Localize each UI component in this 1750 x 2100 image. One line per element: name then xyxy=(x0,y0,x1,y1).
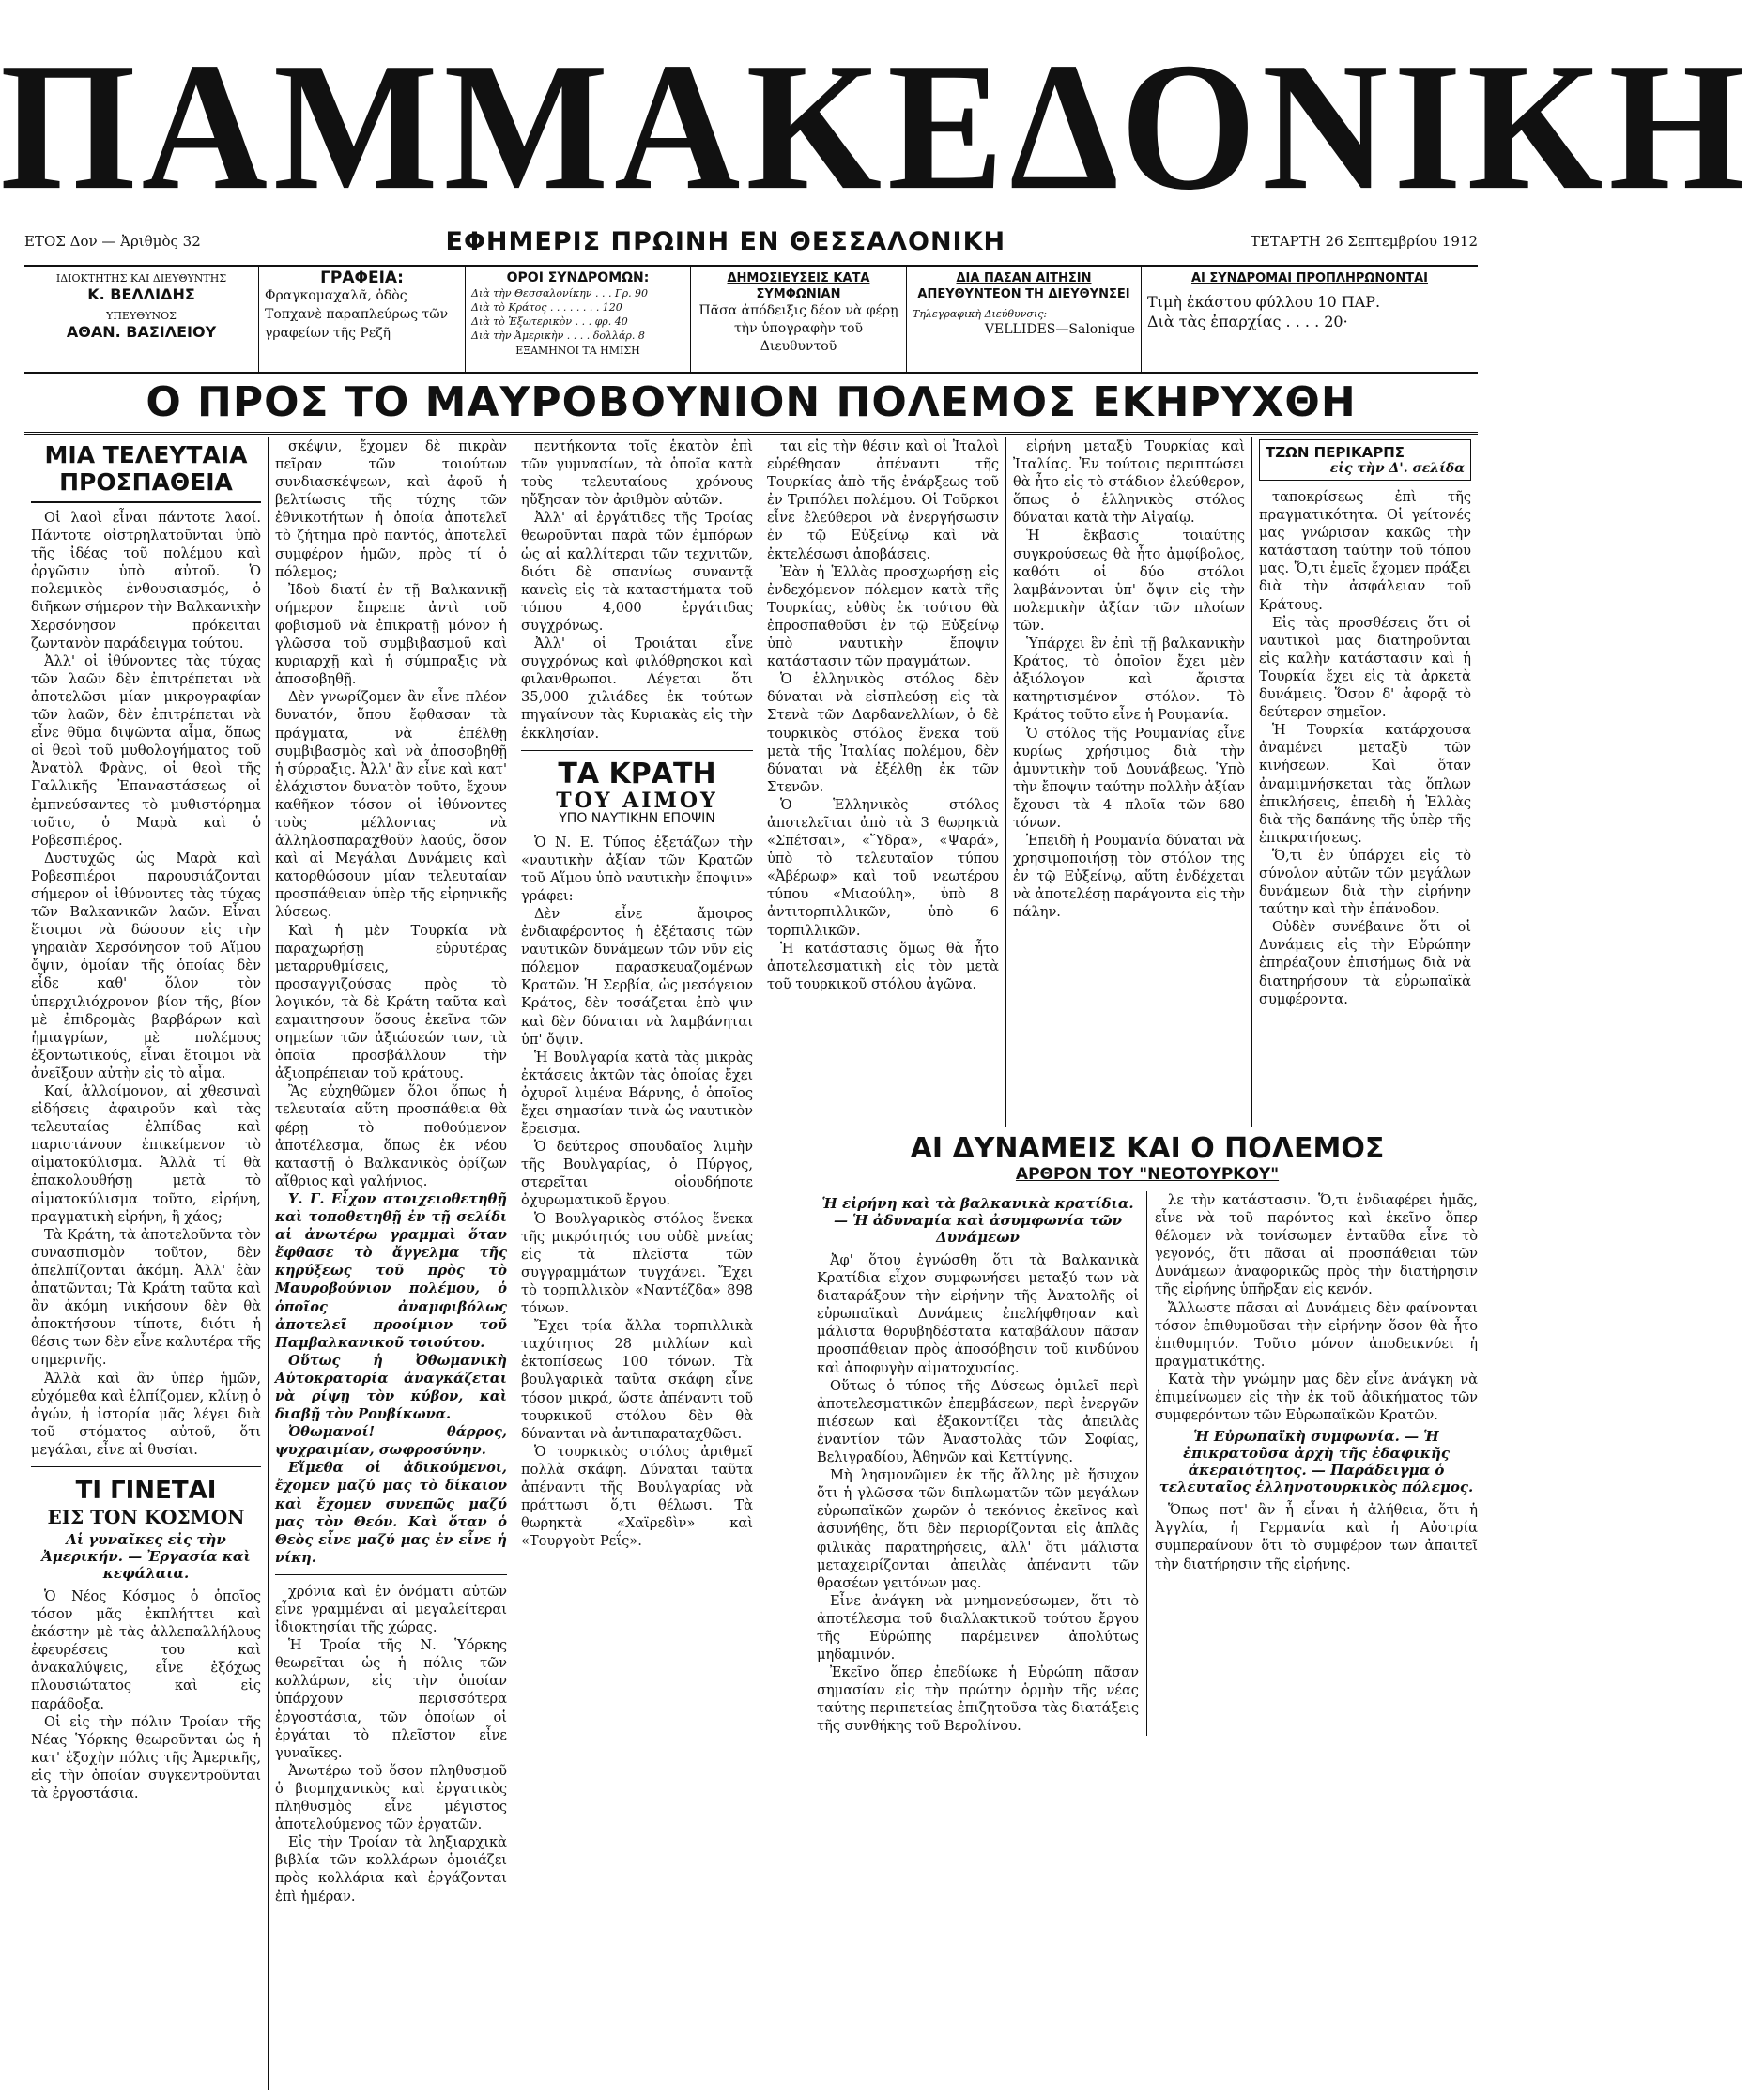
subscription-row: Διὰ τὸ Κράτος . . . . . . . . 120 xyxy=(471,301,622,314)
owner-box xyxy=(24,267,259,372)
article-paragraph: Ἀλλ' οἱ ἰθύνοντες τὰς τύχας τῶν λαῶν δὲν ἐπιτρέπεται νὰ ἀποτελῶσι μίαν μικρογραφίαν τῶν λαῶν, δὲν ἐπιτρέπεται νὰ εἶνε θῦμα διψῶντα αἷμα, ὅπως οἱ θεοὶ τοῦ μυθολογήματος τοῦ Ἀνατὸλ Φρὰνς, οἱ θεοὶ τῆς Γαλλικῆς Ἐπαναστάσεως οἱ ἐμπνεύσαντες τὸ μυθιστόρημα τοῦτο, ὁ Μαρὰ καὶ ὁ Ροβεσπιέρος. xyxy=(31,652,261,849)
price-provinces: Διὰ τὰς ἐπαρχίας . . . . 20· xyxy=(1147,313,1348,330)
article-paragraph: Ἐκεῖνο ὅπερ ἐπεδίωκε ἡ Εὐρώπη πᾶσαν σημασίαν εἰς τὴν πρώτην ὁρμὴν τῆς νέας ταύτης περιπετείας ἐπιζητοῦσα τὰς διατάξεις τῆς συνθήκης τοῦ Βερολίνου. xyxy=(817,1664,1139,1735)
telegraph-label: Τηλεγραφικὴ Διεύθυνσις: xyxy=(913,308,1048,320)
section-divider xyxy=(275,1574,507,1575)
article-paragraph: Ὅπως ποτ' ἂν ἦ εἶναι ἡ ἀλήθεια, ὅτι ἡ Ἀγγλία, ἡ Γερμανία καὶ ἡ Αὐστρία συμπεραίνουν ὅτι τὸ συμφέρον των ἀπαιτεῖ τὴν διατήρησιν τῆς εἰρήνης. xyxy=(1155,1502,1478,1572)
article-paragraph: Ἐὰν ἡ Ἑλλὰς προσχωρήσῃ εἰς ἐνδεχόμενον πόλεμον κατὰ τῆς Τουρκίας, εὐθὺς ἐκ τούτου θὰ ἐπροσπαθοῦσι ἐν τῷ Εὐξείνῳ ὑπὸ ναυτικὴν ἔποψιν κατάστασιν τῶν πραγμάτων. xyxy=(767,563,999,670)
article-paragraph: Ἔχει τρία ἄλλα τορπιλλικὰ ταχύτητος 28 μιλλίων καὶ ἐκτοπίσεως 100 τόνων. Τὰ βουλγαρικὰ ταῦτα σκάφη εἶνε τόσον μικρά, ὥστε ἀπέναντι τοῦ τουρκικοῦ στόλου δὲν θὰ δύνανται νὰ ἀντιπαραταχθῶσι. xyxy=(521,1318,753,1442)
article-paragraph: Ἀφ' ὅτου ἐγνώσθη ὅτι τὰ Βαλκανικὰ Κρατίδια εἶχον συμφωνήσει μεταξύ των νὰ διαταράξουν τὴν εἰρήνην τῆς Ἀνατολῆς οἱ εὐρωπαϊκαὶ Δυνάμεις ἐπελήφθησαν καὶ μάλιστα θορυβηδέστατα καταβάλουν πᾶσαν προσπάθειαν πρὸς ἀποσόβησιν τοῦ κινδύνου καὶ ἀποφυγὴν αἱματοχυσίας. xyxy=(817,1252,1139,1376)
requests-box xyxy=(907,267,1142,372)
issue-date: ΤΕΤΑΡΤΗ 26 Σεπτεμβρίου 1912 xyxy=(1250,233,1478,250)
owner-label: ΙΔΙΟΚΤΗΤΗΣ ΚΑΙ ΔΙΕΥΘΥΝΤΗΣ xyxy=(55,272,227,284)
powers-col-left xyxy=(817,1191,1147,1736)
article-paragraph: εἰρήνη μεταξὺ Τουρκίας καὶ Ἰταλίας. Ἐν τούτοις περιπτώσει θὰ ἦτο εἰς τὸ στάδιον ἐλεύθερον, ὅπως ὁ ἑλληνικὸς στόλος δύναται κατὰ τὴν Αἰγαίῳ. xyxy=(1013,438,1245,527)
article-paragraph: Μὴ λησμονῶμεν ἐκ τῆς ἄλλης μὲ ἥσυχον ὅτι ἡ γλῶσσα τῶν διπλωματῶν τῶν μεγάλων εὐρωπαϊκῶν χωρῶν ὁ τεκόνιος ἐκεῖνος καὶ ἀσυνήθης, ὅτι δὲν περιορίζονται εἰς ἁπλᾶς φιλικὰς παρατηρήσεις, ἀλλ' ὅτι μάλιστα μεταχειρίζονται ἀπειλὰς ἀπέναντι τῶν θρασέων γειτόνων μας. xyxy=(817,1467,1139,1591)
powers-col-right xyxy=(1147,1191,1478,1736)
article-paragraph: Ἀλλ' αἱ ἐργάτιδες τῆς Τροίας θεωροῦνται παρὰ τῶν ἐμπόρων ὡς αἱ καλλίτεραι τῶν τεχνιτῶν, διότι δὲ σπανίως συναντᾷ κανεὶς εἰς τὰ καταστήματα τοῦ τόπου 4,000 ἐργάτιδας συγχρόνως. xyxy=(521,510,753,634)
section-title: ΤΙ ΓΙΝΕΤΑΙ xyxy=(75,1476,217,1505)
section-subtitle: ΕΙΣ ΤΟΝ ΚΟΣΜΟΝ xyxy=(47,1505,245,1528)
price-city: Τιμὴ ἑκάστου φύλλου 10 ΠΑΡ. xyxy=(1147,293,1381,311)
requests-heading: ΔΙΑ ΠΑΣΑΝ ΑΙΤΗΣΙΝ ΑΠΕΥΘΥΝΤΕΟΝ ΤΗ ΔΙΕΥΘΥΝΣΕΙ xyxy=(917,271,1130,301)
article-paragraph: Κατὰ τὴν γνώμην μας δὲν εἶνε ἀνάγκη νὰ ἐπιμείνωμεν εἰς τὴν ἐκ τοῦ ἀδικήματος τῶν συμφερόντων τῶν Εὐρωπαϊκῶν Κρατῶν. xyxy=(1155,1371,1478,1424)
owner-name: Κ. ΒΕΛΛΙΔΗΣ xyxy=(87,285,195,303)
offices-address: Φραγκομαχαλᾶ, ὁδὸς Τοπχανὲ παραπλεύρως τῶν γραφείων τῆς Ρεζῆ xyxy=(265,288,449,341)
article-paragraph: χρόνια καὶ ἐν ὀνόματι αὐτῶν εἶνε γραμμέναι αἱ μεγαλείτεραι ἰδιοκτησίαι τῆς χώρας. xyxy=(275,1583,507,1636)
article-paragraph: Ἡ Τουρκία κατάρχουσα ἀναμένει μεταξὺ τῶν κινήσεων. Καὶ ὅταν ἀναμιμνήσκεται τὰς ὅπλων ἐπικλήσεις, ἐπειδὴ ἡ Ἑλλὰς διὰ τῆς δαπάνης τῆς ὑπὲρ τῆς ἐπικρατήσεως. xyxy=(1259,722,1471,846)
advertising-heading: ΔΗΜΟΣΙΕΥΣΕΙΣ ΚΑΤΑ ΣΥΜΦΩΝΙΑΝ xyxy=(727,271,870,301)
telegraph-address: VELLIDES—Salonique xyxy=(984,322,1135,337)
section-divider xyxy=(31,1466,261,1467)
article-paragraph: Ὑπάρχει ἓν ἐπὶ τῇ βαλκανικὴν Κράτος, τὸ ὁποῖον ἔχει μὲν ἀξιόλογον καὶ ἄριστα κατηρτισμένον στόλον. Τὸ Κράτος τοῦτο εἶνε ἡ Ρουμανία. xyxy=(1013,636,1245,724)
article-paragraph: Καὶ ἡ μὲν Τουρκία νὰ παραχωρήσῃ εὐρυτέρας μεταρρυθμίσεις, προσαγγιζούσας πρὸς τὸ λογικόν, τὰ δὲ Κράτη ταῦτα καὶ εαμαιτησουν ὅσους ἐκεῖνα τῶν σημείων τῶν ἀξιώσεών των, τὰ ὁποῖα προσβάλλουν τὴν ἀξιοπρέπειαν τοῦ κράτους. xyxy=(275,922,507,1082)
article-paragraph: Ἡ Βουλγαρία κατὰ τὰς μικρὰς ἐκτάσεις ἀκτῶν τὰς ὁποίας ἔχει ὀχυροῖ λιμένα Βάρνης, ὁ ὁποῖος ἔχει σημασίαν τινὰ ὡς ναυτικὸν ἔρεισμα. xyxy=(521,1049,753,1138)
article-paragraph: Δυστυχῶς ὡς Μαρὰ καὶ Ροβεσπιέροι παρουσιάζονται σήμερον οἱ ἰθύνοντες τὰς τύχας τῶν Βαλκανικῶν λαῶν. Εἶναι ἕτοιμοι νὰ δώσουν εἰς τὴν γηραιὰν Χερσόνησον τοῦ Αἵμου ὄψιν, ὁμοίαν τῆς ὁποίας δὲν εἶδε καθ' ὅλον τὸν ὑπερχιλιόχρονον βίον τῆς, βίον μὲ ἐπιδρομὰς βαρβάρων καὶ ἡμιαγρίων, μὲ πολέμους ἐξοντωτικούς, εἶναι ἕτοιμοι νὰ ἀνεῖξουν αὐτὴν εἰς τὸ αἷμα. xyxy=(31,850,261,1081)
section-subtitle: ΤΟΥ ΑΙΜΟΥ xyxy=(556,788,718,813)
serial-page-ref: εἰς τὴν Δ'. σελίδα xyxy=(1329,461,1465,476)
article-paragraph: Τὰ Κράτη, τὰ ἀποτελοῦντα τὸν συνασπισμὸν τοῦτον, δὲν ἀπελπίζονται ἀκόμη. Ἀλλ' ἐὰν ἀπατῶνται; Τὰ Κράτη ταῦτα καὶ ἂν ἀκόμη νικήσουν δὲν θὰ ἀποκτήσουν τίποτε, διότι ἡ θέσις των δὲν εἶνε καλυτέρα τῆς σημερινῆς. xyxy=(31,1226,261,1369)
responsible-label: ΥΠΕΥΘΥΝΟΣ xyxy=(106,310,177,322)
article-paragraph: Εἶνε ἀνάγκη νὰ μνημονεύσωμεν, ὅτι τὸ ἀποτέλεσμα τοῦ διαλλακτικοῦ τούτου ἔργου τῆς Εὐρώπης παρέμεινεν ἀπολύτως μηδαμινόν. xyxy=(817,1592,1139,1663)
subscription-row: Διὰ τὴν Θεσσαλονίκην . . . Γρ. 90 xyxy=(471,287,649,299)
section-divider xyxy=(521,750,753,751)
article-paragraph: Ὁ δεύτερος σπουδαῖος λιμὴν τῆς Βουλγαρίας, ὁ Πύργος, στερεῖται οἱουδήποτε ὀχυρωματικοῦ ἔργου. xyxy=(521,1139,753,1209)
postscript: Υ. Γ. Εἶχον στοιχειοθετηθῇ καὶ τοποθετηθῇ ἐν τῇ σελίδι αἱ ἀνωτέρω γραμμαὶ ὅταν ἔφθασε τὸ ἄγγελμα τῆς κηρύξεως τοῦ πρὸς τὸ Μαυροβούνιον πολέμου, ὁ ὁποῖος ἀναμφιβόλως ἀποτελεῖ προοίμιον τοῦ Παμβαλκανικοῦ τοιούτου. xyxy=(275,1190,507,1351)
responsible-name: ΑΘΑΝ. ΒΑΣΙΛΕΙΟΥ xyxy=(66,323,217,341)
prices-box xyxy=(1142,267,1478,372)
article-paragraph: Ὁ ἑλληνικὸς στόλος δὲν δύναται νὰ εἰσπλεύσῃ εἰς τὰ Στενὰ τῶν Δαρδανελλίων, ὁ δὲ τουρκικὸς στόλος ἕνεκα τοῦ μετὰ τῆς Ἰταλίας πολέμου, δὲν δύναται νὰ ἐξέλθῃ ἐκ τῶν Στενῶν. xyxy=(767,671,999,795)
article-paragraph: Οἱ λαοὶ εἶναι πάντοτε λαοί. Πάντοτε οἰστρηλατοῦνται ὑπὸ τῆς ἰδέας τοῦ πολέμου καὶ ὀργῶσιν ὑπὸ αὐτοῦ. Ὁ πολεμικὸς ἐνθουσιασμός, ὁ διῆκων σήμερον τὴν Βαλκανικὴν Χερσόνησον πρόκειται ζωντανὸν παράδειγμα τούτου. xyxy=(31,510,261,651)
postscript: Οὕτως ἡ Ὀθωμανικὴ Αὐτοκρατορία ἀναγκάζεται νὰ ρίψῃ τὸν κύβον, καὶ διαβῇ τὸν Ρουβίκωνα. xyxy=(275,1352,507,1423)
article-paragraph: Ἐπειδὴ ἡ Ρουμανία δύναται νὰ χρησιμοποιήσῃ τὸν στόλον της ἐν τῷ Εὐξείνῳ, αὕτη ἐνδέχεται νὰ ἀποτελέσῃ παράγοντα εἰς τὴν πάλην. xyxy=(1013,833,1245,921)
advertising-text: Πᾶσα ἀπόδειξις δέον νὰ φέρῃ τὴν ὑπογραφὴν τοῦ Διευθυντοῦ xyxy=(698,303,898,354)
article-paragraph: Ὁ τουρκικὸς στόλος ἀριθμεῖ πολλὰ σκάφη. Δύναται ταῦτα ἀπέναντι τῆς Βουλγαρίας νὰ πράττωσι ὅ,τι θέλωσι. Τὰ θωρηκτὰ «Χαϊρεδὶν» καὶ «Τουργοὺτ Ρεΐς». xyxy=(521,1443,753,1550)
article-paragraph: Εἰς τὴν Τροίαν τὰ ληξιαρχικὰ βιβλία τῶν κολλάρων ὁμοιάζει πρὸς κολλάρια καὶ ἐργάζονται ἐπὶ ἡμέραν. xyxy=(275,1834,507,1905)
article-paragraph: Ἀλλ' οἱ Τροιάται εἶνε συγχρόνως καὶ φιλόθρησκοι καὶ φιλανθρωποι. Λέγεται ὅτι 35,000 χιλιάδες ἐκ τούτων πηγαίνουν τὰς Κυριακὰς εἰς τὴν ἐκκλησίαν. xyxy=(521,636,753,742)
article-paragraph: Ὁ Βουλγαρικὸς στόλος ἕνεκα τῆς μικρότητός του οὐδὲ μνείας εἰς τὰ πλεῖστα τῶν συγγραμμάτων τυγχάνει. Ἔχει τὸ τορπιλλικὸν «Ναντέζδα» 898 τόνων. xyxy=(521,1210,753,1317)
article-paragraph: Ἀλλὰ καὶ ἂν ὑπὲρ ἡμῶν, εὐχόμεθα καὶ ἐλπίζομεν, κλίνῃ ὁ ἀγών, ἡ ἱστορία μᾶς λέγει διὰ τοῦ στόματος αὐτοῦ, ὅτι μεγάλαι, εἶνε αἱ θυσίαι. xyxy=(31,1370,261,1458)
article-paragraph: Οἱ εἰς τὴν πόλιν Τροίαν τῆς Νέας Ὑόρκης θεωροῦνται ὡς ἡ κατ' ἐξοχὴν πόλις τῆς Ἀμερικῆς, εἰς τὴν ὁποίαν συγκεντροῦνται τὰ ἐργοστάσια. xyxy=(31,1713,261,1801)
postscript: Εἴμεθα οἱ ἀδικούμενοι, ἔχομεν μαζύ μας τὸ δίκαιον καὶ ἔχομεν συνεπῶς μαζύ μας τὸν Θεόν. Καὶ ὅταν ὁ Θεὸς εἶνε μαζύ μας ἐν εἶνε ἡ νίκη. xyxy=(275,1460,507,1566)
powers-article-body xyxy=(817,1191,1478,1736)
issue-bar xyxy=(24,225,1478,257)
masthead-title: ΠΑΜΜΑΚΕΔΟΝΙΚΗ xyxy=(0,24,1750,229)
article-paragraph: Ἀνωτέρω τοῦ ὅσον πληθυσμοῦ ὁ βιομηχανικὸς καὶ ἐργατικὸς πληθυσμὸς εἶνε μέγιστος ἀποτελούμενος τῶν ἐργατῶν. xyxy=(275,1762,507,1833)
article-title: ΜΙΑ ΤΕΛΕΥΤΑΙΑ ΠΡΟΣΠΑΘΕΙΑ xyxy=(31,437,261,503)
article-paragraph: Οὐδὲν συνέβαινε ὅτι οἱ Δυνάμεις εἰς τὴν Εὐρώπην ἐπηρέαζουν ἐπισήμως διὰ νὰ διατηρήσουν τὰ εὐρωπαϊκὰ συμφέροντα. xyxy=(1259,919,1471,1007)
article-paragraph: Ἡ Τροία τῆς Ν. Ὑόρκης θεωρεῖται ὡς ἡ πόλις τῶν κολλάρων, εἰς τὴν ὁποίαν ὑπάρχουν περισσότερα ἐργοστάσια, τῶν ὁποίων οἱ ἐργάται τὸ πλεῖστον εἶνε γυναῖκες. xyxy=(275,1637,507,1761)
article-paragraph: Ἄλλωστε πᾶσαι αἱ Δυνάμεις δὲν φαίνονται τόσον ἐπιθυμοῦσαι τὴν εἰρήνην ὅσον θὰ ἦτο ἐπιθυμητόν. Τοῦτο μόνον ἀποδεικνύει ἡ πραγματικότης. xyxy=(1155,1299,1478,1370)
serial-box xyxy=(1259,439,1471,481)
paper-subtitle: ΕΦΗΜΕΡΙΣ ΠΡΩΙΝΗ ΕΝ ΘΕΣΣΑΛΟΝΙΚΗ xyxy=(445,226,1006,256)
article-subtitle: ΑΡΘΡΟΝ ΤΟΥ "ΝΕΟΤΟΥΡΚΟΥ" xyxy=(1015,1165,1280,1184)
info-boxes xyxy=(24,265,1478,374)
subscriptions-heading: ΟΡΟΙ ΣΥΝΔΡΟΜΩΝ: xyxy=(506,270,650,285)
article-lead: Ἡ εἰρήνη καὶ τὰ βαλκανικὰ κρατίδια. — Ἡ ἀδυναμία καὶ ἀσυμφωνία τῶν Δυνάμεων xyxy=(821,1195,1134,1246)
article-subhead: Ἡ Εὐρωπαϊκὴ συμφωνία. — Ἡ ἐπικρατοῦσα ἀρχὴ τῆς ἐδαφικῆς ἀκεραιότητος. — Παράδειγμα ὁ τελευταῖος ἑλληνοτουρκικὸς πόλεμος. xyxy=(1159,1428,1474,1496)
column-2 xyxy=(269,437,514,2090)
article-paragraph: Οὕτως ὁ τύπος τῆς Δύσεως ὁμιλεῖ περὶ ἀποτελεσματικῶν ἐπεμβάσεων, περὶ ἐνεργῶν πιέσεων καὶ ἐξακοντίζει τὰς ἀπειλὰς ἐναντίον τῶν Ἀναστολὰς τῶν Σοφίας, Βελιγραδίου, Ἀθηνῶν καὶ Κεττίγνης. xyxy=(817,1377,1139,1466)
prices-heading: ΑΙ ΣΥΝΔΡΟΜΑΙ ΠΡΟΠΛΗΡΩΝΟΝΤΑΙ xyxy=(1190,271,1429,285)
offices-heading: ΓΡΑΦΕΙΑ: xyxy=(320,268,404,287)
article-paragraph: λε τὴν κατάστασιν. Ὅ,τι ἐνδιαφέρει ἡμᾶς, εἶνε νὰ τοῦ παρόντος καὶ ἐκεῖνο ὅπερ θέλομεν νὰ τονίσωμεν ἐνταῦθα εἶνε τὸ γεγονός, ὅτι πᾶσαι αἱ προσπάθειαι τῶν Δυνάμεων ἀναφορικῶς πρὸς τὴν διατήρησιν τῆς εἰρήνης ὑπῆρξαν εἰς κενόν. xyxy=(1155,1192,1478,1298)
article-paragraph: Εἰς τὰς προσθέσεις ὅτι οἱ ναυτικοὶ μας διατηροῦνται εἰς καλὴν κατάστασιν καὶ ἡ Τουρκία ἔχει εἰς τὰ ἀρκετὰ δυνάμεις. Ὅσον δ' ἀφορᾷ τὸ δεύτερον σημεῖον. xyxy=(1259,614,1471,721)
subscriptions-footnote: ΕΞΑΜΗΝΟΙ ΤΑ ΗΜΙΣΗ xyxy=(515,345,640,357)
section-title: ΤΑ ΚΡΑΤΗ xyxy=(558,757,716,790)
subscription-row: Διὰ τὸ Ἐξωτερικὸν . . . φρ. 40 xyxy=(471,315,628,328)
offices-box xyxy=(259,267,466,372)
column-1 xyxy=(24,437,269,2090)
powers-article xyxy=(817,1127,1478,2091)
main-headline: Ο ΠΡΟΣ ΤΟ ΜΑΥΡΟΒΟΥΝΙΟΝ ΠΟΛΕΜΟΣ ΕΚΗΡΥΧΘΗ xyxy=(24,374,1478,435)
article-paragraph: Ὁ στόλος τῆς Ρουμανίας εἶνε κυρίως χρήσιμος διὰ τὴν ἀμυντικὴν τοῦ Δουνάβεως. Ὑπὸ τὴν ἔποψιν ταύτην πολλὴν ἀξίαν ἔχουσι τὰ 4 πλοῖα τῶν 680 τόνων. xyxy=(1013,725,1245,831)
section-kicker: ΥΠΟ ΝΑΥΤΙΚΗΝ ΕΠΟΨΙΝ xyxy=(559,810,715,826)
article-paragraph: Ὁ Ἑλληνικὸς στόλος ἀποτελεῖται ἀπὸ τὰ 3 θωρηκτὰ «Σπέτσαι», «Ὕδρα», «Ψαρά», ὑπὸ τὸ τελευταῖον τύπου «Ἀβέρωφ» καὶ τοῦ νεωτέρου τύπου «Μιαούλη», ὑπὸ 8 ἀντιτορπιλλικῶν, ὑπὸ 6 τορπιλλικῶν. xyxy=(767,796,999,939)
article-paragraph: Δὲν γνωρίζομεν ἂν εἶνε πλέον δυνατόν, ὅπου ἔφθασαν τὰ πράγματα, νὰ ἐπέλθῃ συμβιβασμὸς καὶ νὰ ἀποσοβηθῇ ἡ σύρραξις. Ἀλλ' ἂν εἶνε καὶ κατ' ἐλάχιστον δυνατὸν τοῦτο, ἔχουν καθῆκον τόσον οἱ ἰθύνοντες τοὺς μέλλοντας νὰ ἀλληλοσπαραχθοῦν λαούς, ὅσον καὶ αἱ Μεγάλαι Δυνάμεις καὶ κατορθώσουν μίαν τελευταίαν προσπάθειαν ὑπὲρ τῆς εἰρηνικῆς λύσεως. xyxy=(275,689,507,921)
issue-number: ΕΤΟΣ Δον — Ἀριθμὸς 32 xyxy=(24,233,201,250)
article-paragraph: Ἡ κατάστασις ὅμως θὰ ἦτο ἀποτελεσματικὴ εἰς τὸν μετὰ τοῦ τουρκικοῦ στόλου ἀγῶνα. xyxy=(767,940,999,992)
article-title: ΑΙ ΔΥΝΑΜΕΙΣ ΚΑΙ Ο ΠΟΛΕΜΟΣ xyxy=(910,1132,1385,1165)
article-paragraph: ται εἰς τὴν θέσιν καὶ οἱ Ἰταλοὶ εὑρέθησαν ἀπέναντι τῆς Τουρκίας ἀπὸ τῆς ἐνάρξεως τοῦ ἐν Τριπόλει πολέμου. Οἱ Τοῦρκοι εἶνε ἐλεύθεροι νὰ ἐνεργήσωσιν ἐν τῷ Εὐξείνῳ καὶ νὰ ἐκτελέσωσι ἀποβάσεις. xyxy=(767,438,999,562)
article-paragraph: ταποκρίσεως ἐπὶ τῆς πραγματικότητα. Οἱ γείτονές μας γνώρισαν κακῶς τὴν κατάσταση ταύτην τοῦ τόπου μας. Ὅ,τι ἐμεῖς ἔχομεν πράξει διὰ τὴν ἀσφάλειαν τοῦ Κράτους. xyxy=(1259,489,1471,613)
article-paragraph: Ἰδοὺ διατί ἐν τῇ Βαλκανικῇ σήμερον ἔπρεπε ἀντὶ τοῦ φοβισμοῦ νὰ ἐπικρατῇ μόνον ἡ γλῶσσα τοῦ συμβιβασμοῦ καὶ κυριαρχῇ καὶ ἡ σύμπραξις νὰ ἀποσοβηθῇ. xyxy=(275,581,507,688)
article-paragraph: σκέψιν, ἔχομεν δὲ πικρὰν πεῖραν τῶν τοιούτων συνδιασκέψεων, καὶ ἀφοῦ ἡ βελτίωσις τῆς τύχης τῶν ἐθνικοτήτων ἡ ὁποία ἀποτελεῖ τὸ ζήτημα πρὸ παντός, ἀποτελεῖ συμφέρον ἡμῶν, πρὸς τί ὁ πόλεμος; xyxy=(275,438,507,580)
article-paragraph: Ὅ,τι ἐν ὑπάρχει εἰς τὸ σύνολον αὐτῶν τῶν μεγάλων δυνάμεων διὰ τὴν εἰρήνην ταύτην καὶ τὴν ἐπάνοδον. xyxy=(1259,847,1471,918)
subscription-row: Διὰ τὴν Ἀμερικὴν . . . . δολλάρ. 8 xyxy=(471,330,645,342)
article-paragraph: Ὁ Νέος Κόσμος ὁ ὁποῖος τόσον μᾶς ἐκπλήττει καὶ ἐκάστην μὲ τὰς ἀλλεπαλλήλους ἐφευρέσεις του καὶ ἀνακαλύψεις, εἶνε ἐξόχως πλουσιώτατος καὶ εἰς παράδοξα. xyxy=(31,1587,261,1712)
serial-title: ΤΖΩΝ ΠΕΡΙΚΑΡΠΣ xyxy=(1266,444,1405,461)
article-paragraph: Ἂς εὐχηθῶμεν ὅλοι ὅπως ἡ τελευταία αὕτη προσπάθεια θὰ φέρῃ τὸ ποθούμενον ἀποτέλεσμα, ὅπως ἐκ νέου καταστῇ ὁ Βαλκανικὸς ὁρίζων αἴθριος καὶ γαλήνιος. xyxy=(275,1083,507,1189)
article-paragraph: Δὲν εἶνε ἄμοιρος ἐνδιαφέροντος ἡ ἐξέτασις τῶν ναυτικῶν δυνάμεων τῶν νῦν εἰς πόλεμον παρασκευαζομένων Κρατῶν. Ἡ Σερβία, ὡς μεσόγειον Κράτος, δὲν τοσάζεται ἐπὸ ψιν καὶ δὲν δύναται νὰ λαμβάνηται ὑπ' ὄψιν. xyxy=(521,905,753,1048)
article-paragraph: Ὁ Ν. Ε. Τύπος ἐξετάζων τὴν «ναυτικὴν ἀξίαν τῶν Κρατῶν τοῦ Αἵμου ὑπὸ ναυτικὴν ἔποψιν» γράφει: xyxy=(521,834,753,904)
postscript: Ὀθωμανοί! θάρρος, ψυχραιμίαν, σωφροσύνην. xyxy=(275,1424,507,1459)
advertising-box xyxy=(691,267,907,372)
article-paragraph: Καί, ἀλλοίμονον, αἱ χθεσιναὶ εἰδήσεις ἀφαιροῦν καὶ τὰς τελευταίας ἐλπίδας καὶ παριστάνουν ἐπικείμενον τὸ αἱματοκύλισμα. Ἀλλὰ τί θὰ ἐπακολουθήσῃ μετὰ τὸ αἱματοκύλισμα τοῦτο, εἰρήνη, πραγματικὴ εἰρήνη, ἢ χάος; xyxy=(31,1083,261,1225)
column-3 xyxy=(514,437,760,2090)
article-paragraph: Ἡ ἔκβασις τοιαύτης συγκρούσεως θὰ ἦτο ἀμφίβολος, καθότι οἱ δύο στόλοι λαμβάνονται ὑπ' ὄψιν εἰς τὴν πολεμικὴν ἀξίαν τῶν πλοίων τῶν. xyxy=(1013,528,1245,634)
section-lead: Αἱ γυναῖκες εἰς τὴν Ἀμερικήν. — Ἐργασία καὶ κεφάλαια. xyxy=(41,1530,251,1582)
article-paragraph: πεντήκοντα τοῖς ἑκατὸν ἐπὶ τῶν γυμνασίων, τὰ ὁποῖα κατὰ τοὺς τελευταίους χρόνους ηὔξησαν τὸν ἀριθμὸν αὐτῶν. xyxy=(521,438,753,509)
subscriptions-box xyxy=(466,267,691,372)
